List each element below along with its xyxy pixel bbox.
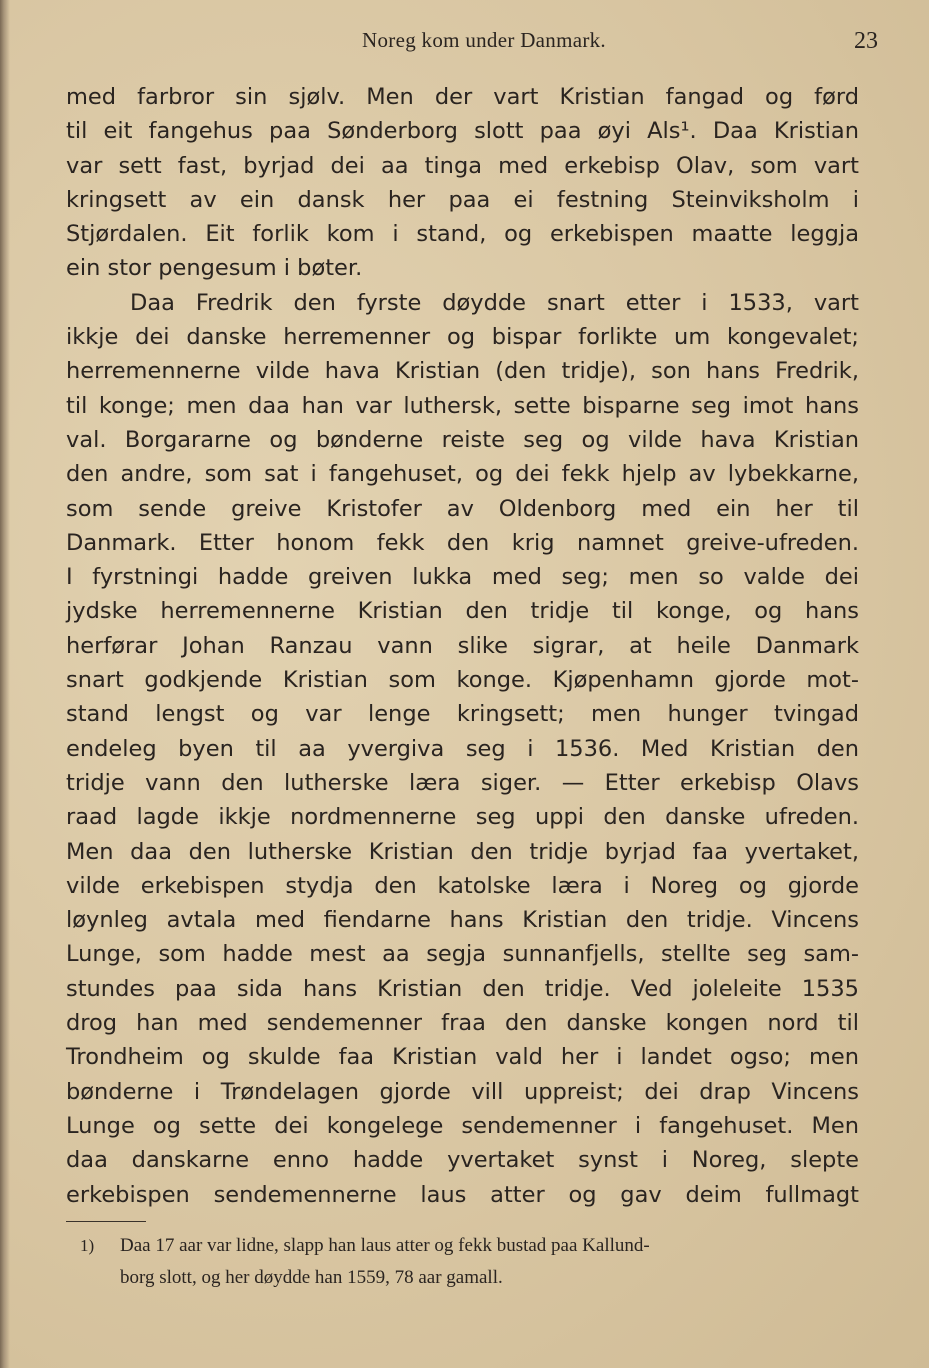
text-line: Danmark. Etter honom fekk den krig namnet greive-ufreden. (66, 529, 859, 556)
text-line: Stjørdalen. Eit forlik kom i stand, og erkebispen maatte leggja (66, 221, 859, 248)
page-edge-shadow (0, 0, 10, 1368)
text-line: herførar Johan Ranzau vann slike sigrar, at heile Danmark (66, 632, 859, 659)
text-line: val. Borgararne og bønderne reiste seg og vilde hava Kristian (66, 426, 859, 453)
footnote-text-line: Daa 17 aar var lidne, slapp han laus atter og fekk bustad paa Kallund- (120, 1235, 650, 1256)
text-line: Lunge, som hadde mest aa segja sunnanfjells, stellte seg sam- (66, 941, 859, 968)
text-line: jydske herremennerne Kristian den tridje til konge, og hans (66, 598, 859, 625)
text-line: daa danskarne enno hadde yvertaket synst i Noreg, slepte (66, 1147, 859, 1174)
text-line: raad lagde ikkje nordmennerne seg uppi den danske ufreden. (66, 804, 859, 831)
running-title: Noreg kom under Danmark. (362, 28, 606, 52)
footnote-divider (66, 1221, 146, 1222)
text-line: bønderne i Trøndelagen gjorde vill uppreist; dei drap Vincens (66, 1078, 859, 1105)
page-header (70, 28, 878, 64)
text-line: stundes paa sida hans Kristian den tridje. Ved joleleite 1535 (66, 975, 859, 1002)
page-number: 23 (854, 28, 878, 54)
text-line: ikkje dei danske herremenner og bispar forlikte um kongevalet; (66, 324, 859, 351)
text-line: til konge; men daa han var luthersk, sette bisparne seg imot hans (66, 392, 859, 419)
text-line: vilde erkebispen stydja den katolske læra i Noreg og gjorde (66, 872, 859, 899)
text-line: stand lengst og var lenge kringsett; men hunger tvingad (66, 701, 859, 728)
text-line: endeleg byen til aa yvergiva seg i 1536. Med Kristian den (66, 735, 859, 762)
text-line: til eit fangehus paa Sønderborg slott paa øyi Als¹. Daa Kristian (66, 118, 859, 145)
text-line: snart godkjende Kristian som konge. Kjøpenhamn gjorde mot- (66, 667, 859, 694)
text-line: den andre, som sat i fangehuset, og dei fekk hjelp av lybekkarne, (66, 461, 859, 488)
text-line: Trondheim og skulde faa Kristian vald her i landet ogso; men (66, 1044, 859, 1071)
text-line: løynleg avtala med fiendarne hans Kristian den tridje. Vincens (66, 907, 859, 934)
text-line: drog han med sendemenner fraa den danske kongen nord til (66, 1010, 859, 1037)
text-line: var sett fast, byrjad dei aa tinga med erkebisp Olav, som vart (66, 152, 859, 179)
text-line: Daa Fredrik den fyrste døydde snart etter i 1533, vart (130, 289, 859, 316)
text-line: tridje vann den lutherske læra siger. — Etter erkebisp Olavs (66, 769, 859, 796)
text-line: I fyrstningi hadde greiven lukka med seg; men so valde dei (66, 564, 859, 591)
text-line: herremennerne vilde hava Kristian (den tridje), son hans Fredrik, (66, 358, 859, 385)
footnote (80, 1230, 860, 1294)
text-line: kringsett av ein dansk her paa ei festning Steinviksholm i (66, 186, 859, 213)
body-text (66, 80, 859, 1212)
text-line: som sende greive Kristofer av Oldenborg med ein her til (66, 495, 859, 522)
text-line: Lunge og sette dei kongelege sendemenner i fangehuset. Men (66, 1112, 859, 1139)
footnote-marker: 1) (80, 1236, 95, 1255)
text-line: erkebispen sendemennerne laus atter og gav deim fullmagt (66, 1181, 859, 1208)
text-line: med farbror sin sjølv. Men der vart Kristian fangad og førd (66, 84, 859, 110)
text-line: ein stor pengesum i bøter. (66, 255, 363, 282)
footnote-text-line: borg slott, og her døydde han 1559, 78 aar gamall. (120, 1267, 503, 1288)
text-line: Men daa den lutherske Kristian den tridje byrjad faa yvertaket, (66, 838, 859, 865)
